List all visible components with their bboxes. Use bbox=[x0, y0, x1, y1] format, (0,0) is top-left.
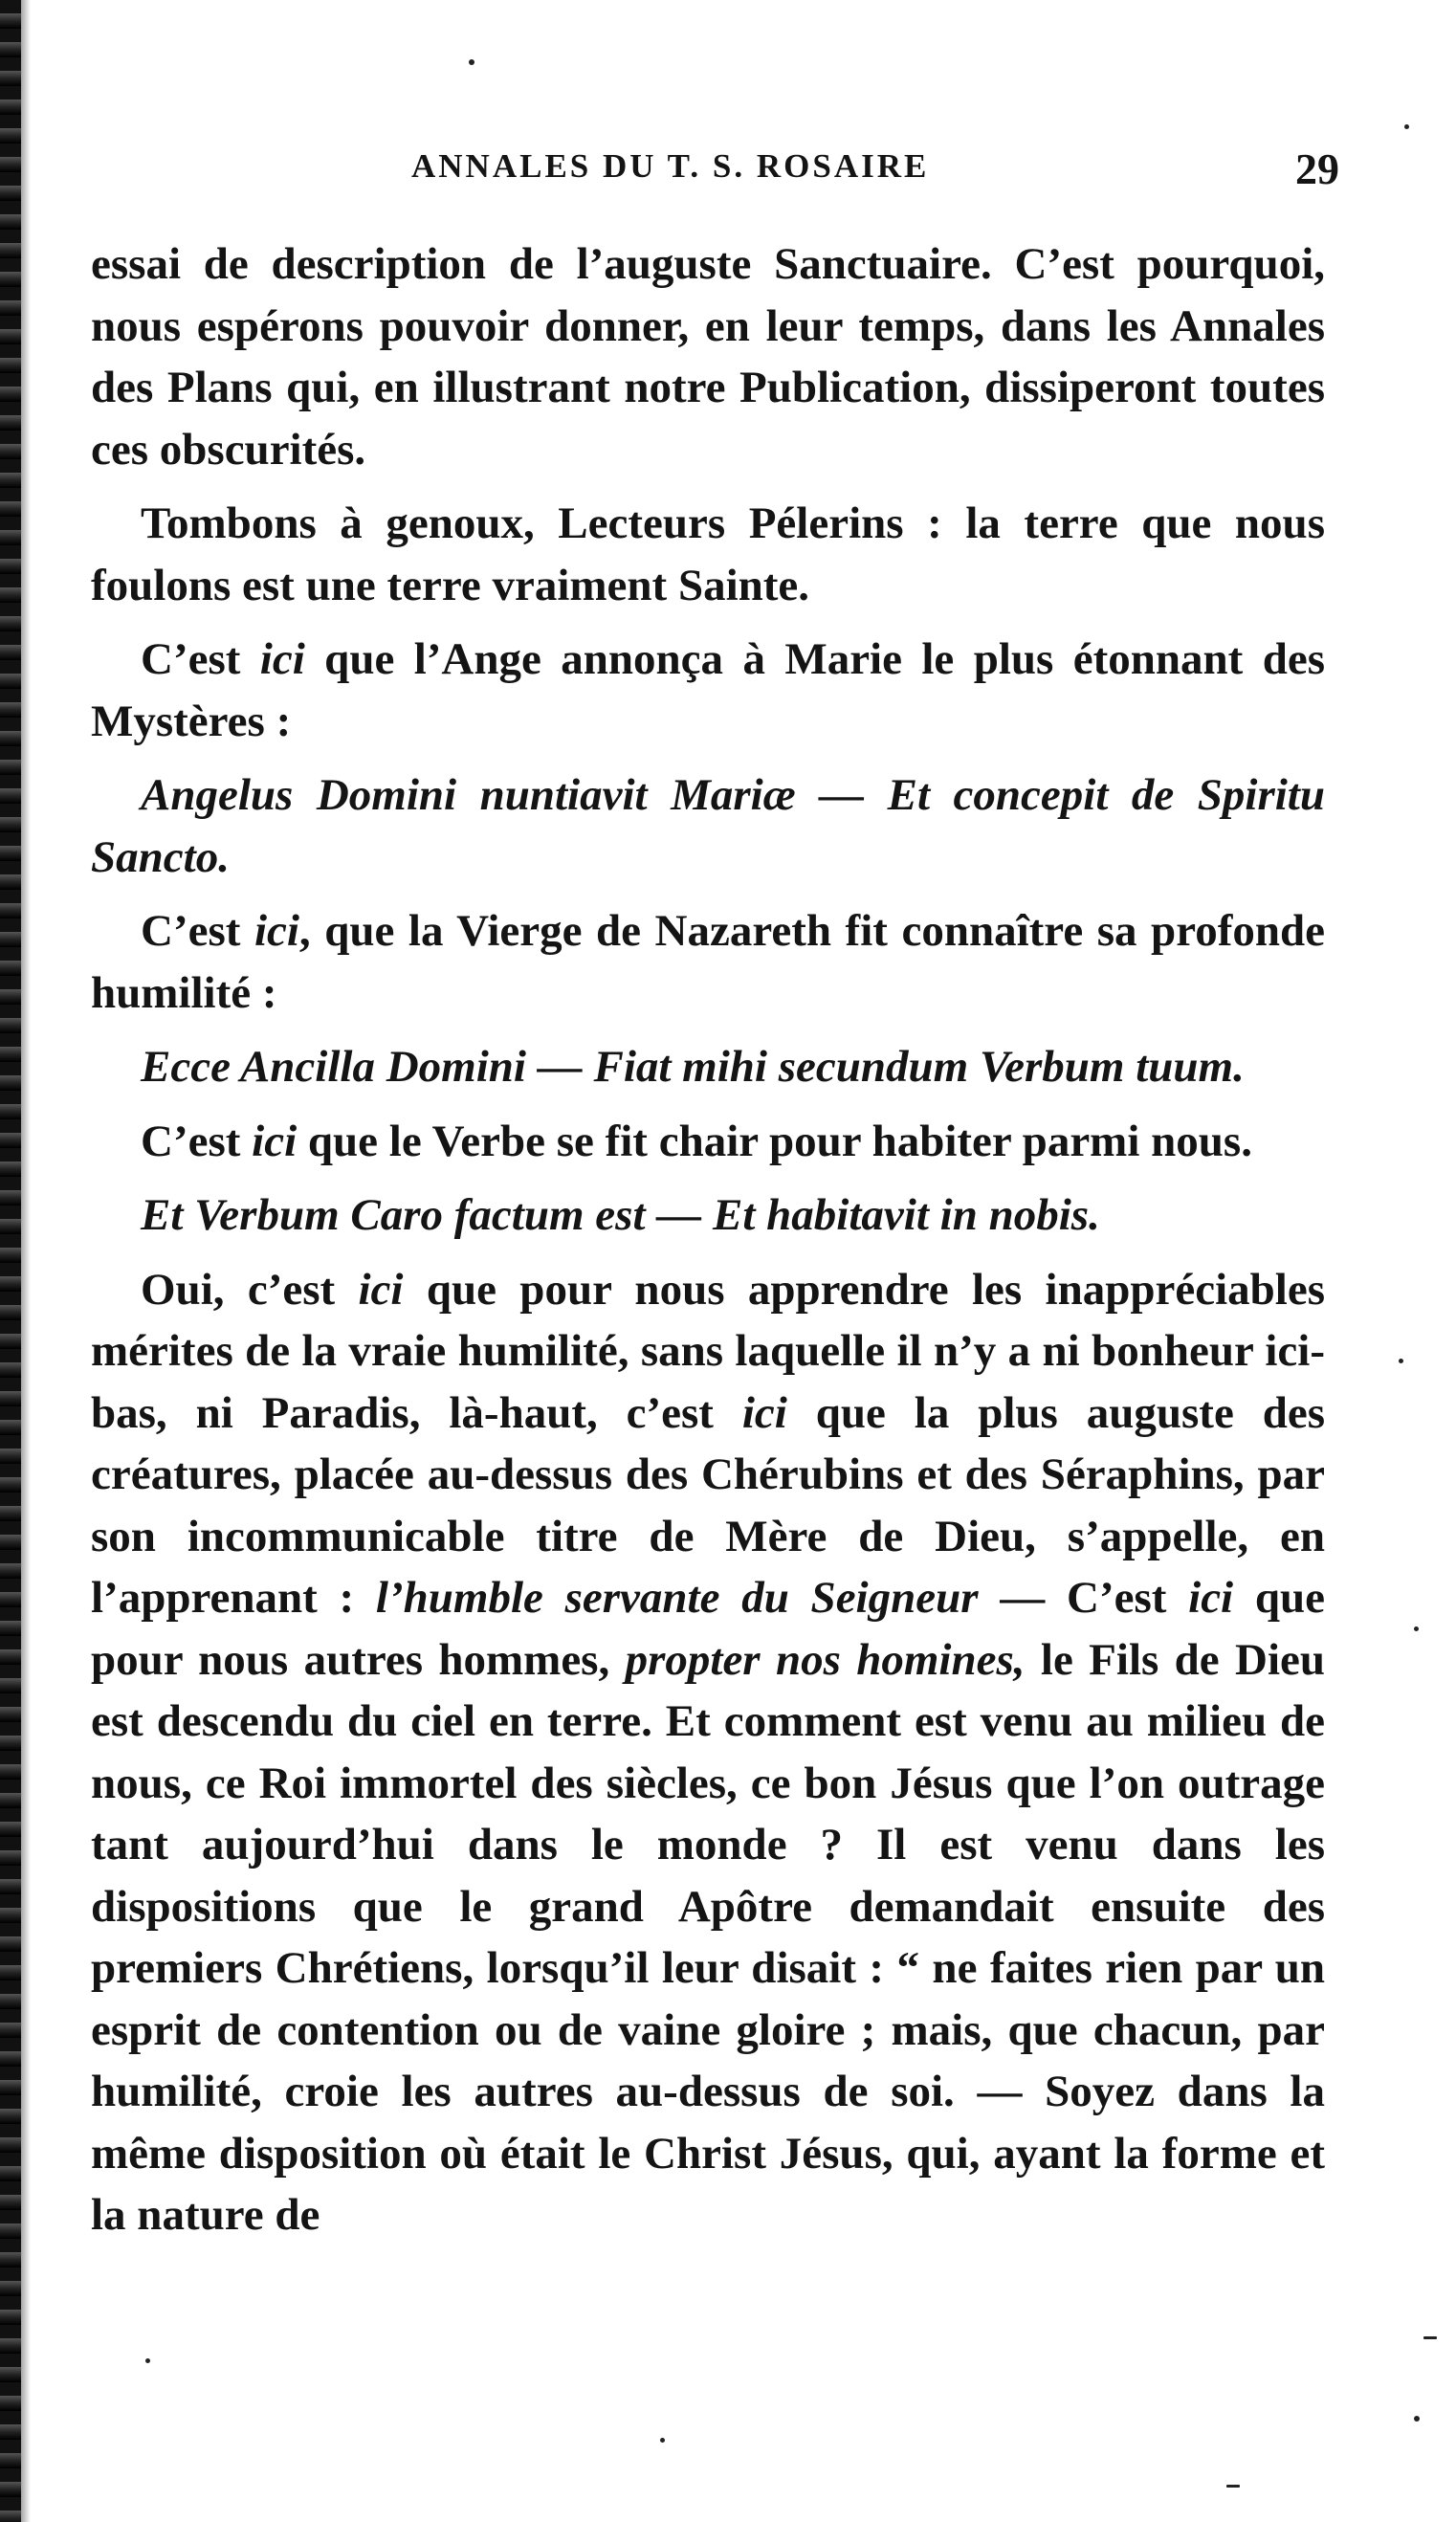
quote-humble-servante: l’humble servante du Seigneur bbox=[375, 1573, 979, 1623]
emphasis-ici: ici bbox=[254, 906, 299, 956]
paragraph-text: que la plus auguste des créatures, placée au-dessus des Chérubins et des Séraphins, par son incommunicable titre de Mère de Dieu, s’appelle, en l’apprenant : bbox=[91, 1387, 1326, 1623]
scan-speck bbox=[145, 2358, 150, 2363]
paragraph-text: le Fils de Dieu est descendu du ciel en terre. Et comment est venu au milieu de nous, ce Roi immortel des siècles, ce bon Jésus que l’on outrage tant aujourd’hui dans le monde ? Il est venu dans les dispositions que le grand Apôtre demandait ensuite des premiers Chrétiens, lorsqu’il leur disait : “ ne faites rien par un esprit de contention ou de vaine gloire ; mais, que chacun, par humilité, croie les autres au-dessus de soi. — Soyez dans la même disposition où était le Christ Jésus, qui, ayant la forme et la nature de bbox=[91, 1634, 1326, 2240]
emphasis-ici: ici bbox=[358, 1264, 404, 1315]
paragraph-incarnation bbox=[91, 1111, 1325, 1173]
latin-verse-ecce: Ecce Ancilla Domini — Fiat mihi secundum Verbum tuum. bbox=[141, 1042, 1245, 1092]
scan-binding-shadow bbox=[21, 0, 31, 2522]
emphasis-ici: ici bbox=[252, 1116, 298, 1166]
paragraph-kneel: Tombons à genoux, Lecteurs Pélerins : la terre que nous foulons est une terre vraiment Sainte. bbox=[91, 498, 1325, 610]
paragraph-text: — C’est bbox=[978, 1573, 1189, 1623]
paragraph-text: que l’Ange annonça à Marie le plus étonnant des Mystères : bbox=[91, 634, 1325, 746]
scan-speck bbox=[1423, 2336, 1437, 2339]
scan-speck bbox=[1404, 124, 1409, 129]
page-body bbox=[91, 233, 1325, 2259]
running-title: ANNALES DU T. S. ROSAIRE bbox=[411, 147, 930, 185]
paragraph-text: Oui, c’est bbox=[141, 1264, 359, 1315]
paragraph-text: C’est bbox=[141, 1116, 253, 1166]
running-head bbox=[96, 144, 1339, 201]
paragraph-continuation: essai de description de l’auguste Sanctuaire. C’est pourquoi, nous espérons pouvoir donner, en leur temps, dans les Annales des Plans qui, en illustrant notre Publication, dissiperont toutes ces obscurités. bbox=[91, 239, 1325, 475]
scan-speck bbox=[660, 2438, 665, 2443]
paragraph-text: C’est bbox=[141, 906, 254, 956]
scan-speck bbox=[1414, 1626, 1419, 1631]
paragraph-text: que le Verbe se fit chair pour habiter parmi nous. bbox=[297, 1116, 1252, 1166]
emphasis-ici: ici bbox=[1188, 1573, 1234, 1623]
latin-phrase-propter: propter nos homines, bbox=[625, 1634, 1026, 1685]
paragraph-humility bbox=[91, 900, 1325, 1024]
scan-speck bbox=[1226, 2485, 1240, 2488]
scan-speck bbox=[1414, 2416, 1420, 2422]
latin-verse-verbum: Et Verbum Caro factum est — Et habitavit in nobis. bbox=[141, 1190, 1100, 1240]
page-number: 29 bbox=[1295, 144, 1339, 193]
scan-speck bbox=[1399, 1359, 1403, 1363]
paragraph-text: C’est bbox=[141, 634, 260, 684]
emphasis-ici: ici bbox=[259, 634, 305, 684]
paragraph-text: , que la Vierge de Nazareth fit connaître sa profonde humilité : bbox=[91, 906, 1325, 1018]
latin-verse-angelus: Angelus Domini nuntiavit Mariæ — Et concepit de Spiritu Sancto. bbox=[91, 770, 1325, 882]
paragraph-main bbox=[91, 1259, 1325, 2246]
paragraph-text: que pour nous autres hommes, bbox=[91, 1573, 1325, 1685]
emphasis-ici: ici bbox=[741, 1387, 787, 1438]
scan-speck bbox=[469, 59, 474, 65]
scan-binding-edge bbox=[0, 0, 21, 2522]
paragraph-text: que pour nous apprendre les inappréciables mérites de la vraie humilité, sans laquelle il n’y a ni bonheur ici-bas, ni Paradis, là-haut, c’est bbox=[91, 1264, 1325, 1438]
paragraph-annunciation bbox=[91, 629, 1325, 752]
